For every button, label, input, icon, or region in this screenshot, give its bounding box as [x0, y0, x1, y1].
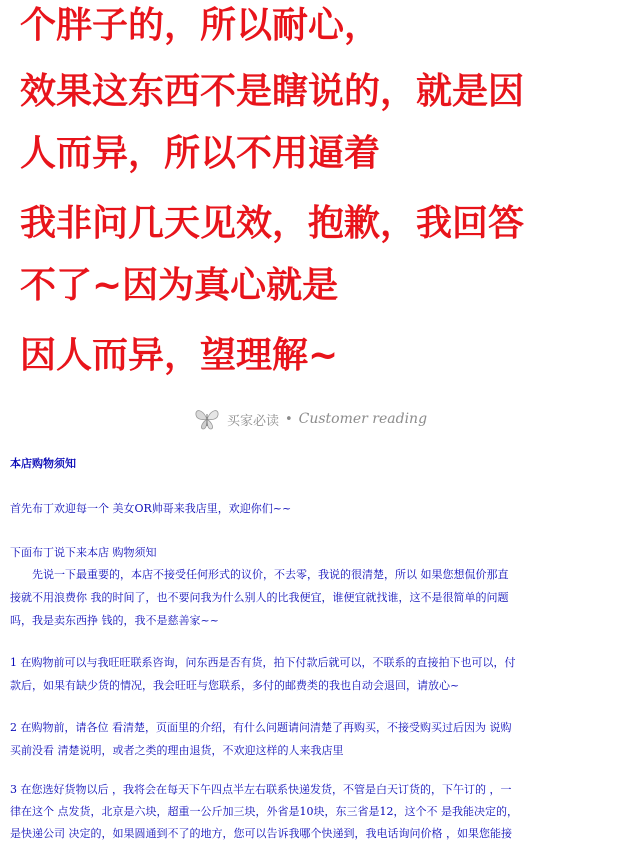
red-text-line-2: 效果这东西不是瞎说的，就是因: [20, 71, 525, 112]
red-text-line-4: 我非问几天见效，抱歉，我回答: [20, 203, 525, 244]
divider-en-label: Customer reading: [298, 411, 428, 427]
butterfly-icon: [193, 406, 221, 432]
red-text-line-1: 个胖子的，所以耐心，: [20, 5, 381, 46]
notice-subtitle: 下面布丁说下来本店 购物须知: [10, 546, 157, 559]
notice-item-2-line-1: 2 在购物前，请各位 看清楚，页面里的介绍，有什么问题请问清楚了再购买，不接受购买过后因为 说购: [10, 721, 512, 734]
red-text-line-6: 因人而异，望理解~: [20, 335, 339, 376]
notice-welcome: 首先布丁欢迎每一个 美女OR帅哥来我店里，欢迎你们~~: [10, 502, 292, 515]
buyer-notice-divider: [0, 404, 620, 434]
notice-intro-line-1: 先说一下最重要的，本店不接受任何形式的议价，不去零，我说的很清楚，所以 如果您想侃价那直: [10, 568, 509, 581]
notice-item-3-line-3: 是快递公司 决定的，如果圆通到不了的地方，您可以告诉我哪个快递到，我电话询问价格 ，如果您能接: [10, 827, 512, 840]
notice-intro-line-2: 接就不用浪费你 我的时间了，也不要问我为什么别人的比我便宜，谁便宜就找谁，这不是很简单的问题: [10, 591, 509, 604]
notice-title: 本店购物须知: [10, 457, 76, 470]
divider-dot: •: [284, 411, 293, 427]
notice-intro-line-3: 吗，我是卖东西挣 钱的，我不是慈善家~~: [10, 614, 219, 627]
notice-item-3-line-2: 律在这个 点发货，北京是六块，超重一公斤加三块，外省是10块，东三省是12，这个不 是我能决定的，: [10, 805, 518, 818]
notice-item-1-line-1: 1 在购物前可以与我旺旺联系咨询，问东西是否有货，拍下付款后就可以，不联系的直接拍下也可以，付: [10, 656, 516, 669]
notice-item-3-line-1: 3 在您选好货物以后 ，我将会在每天下午四点半左右联系快递发货，不管是白天订货的，下午订的 ，一: [10, 783, 512, 796]
divider-cn-label: 买家必读: [226, 413, 279, 429]
notice-item-2-line-2: 买前没看 清楚说明，或者之类的理由退货，不欢迎这样的人来我店里: [10, 744, 344, 757]
red-text-line-5: 不了~因为真心就是: [20, 265, 339, 306]
notice-item-1-line-2: 款后，如果有缺少货的情况，我会旺旺与您联系，多付的邮费类的我也自动会退回，请放心~: [10, 679, 460, 692]
red-text-line-3: 人而异，所以不用逼着: [20, 133, 381, 174]
